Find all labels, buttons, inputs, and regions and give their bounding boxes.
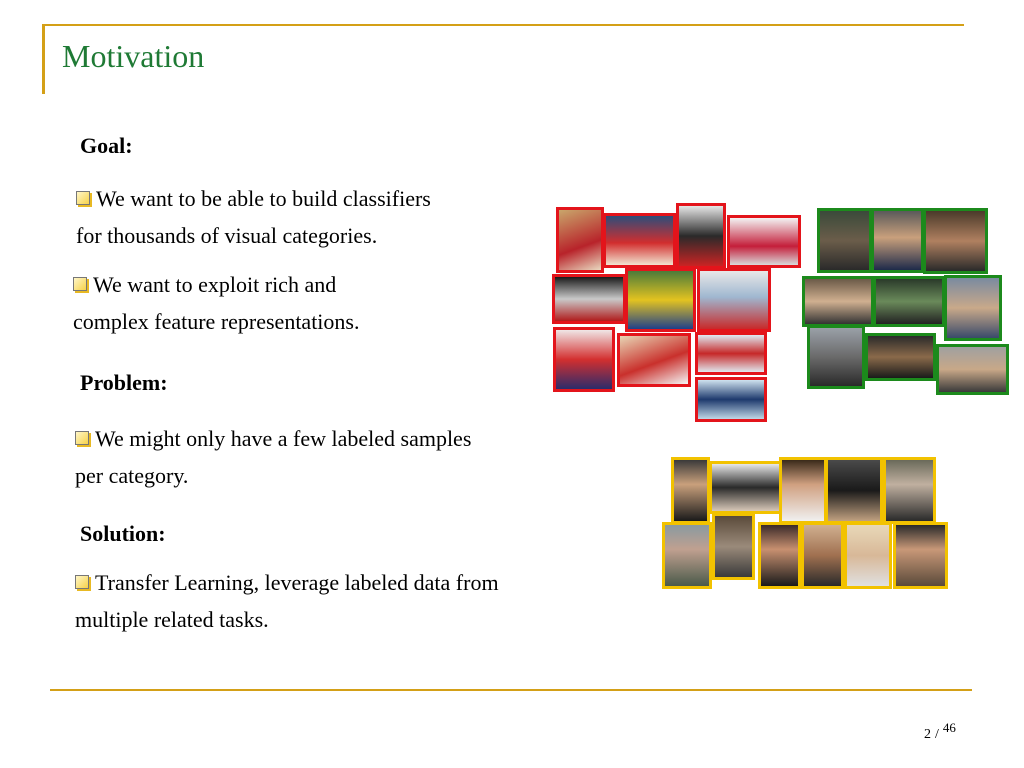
politician-photo [807,325,865,389]
sports-photo [695,332,767,375]
politician-photo [817,208,872,273]
page-total: 46 [942,720,956,735]
solution-bullet-1-line-2: multiple related tasks. [75,607,269,632]
sports-photo [556,207,604,273]
sports-photo [697,268,771,332]
celebrity-photo [709,461,782,514]
sports-photo [625,268,696,332]
problem-bullet-1 [75,420,471,494]
celebrity-photo [844,522,892,589]
celebrity-photo [662,522,712,589]
politician-photo [802,276,874,327]
problem-bullet-1-line-1: We might only have a few labeled samples [95,426,472,451]
checkbox-bullet-icon [73,277,87,291]
sports-photo [552,274,626,324]
celebrity-photo [893,522,948,589]
politician-photo [873,276,945,327]
title-side-rule [42,24,45,94]
problem-heading: Problem: [80,370,168,395]
goal-bullet-1 [76,180,431,254]
top-rule [42,24,964,26]
sports-photo [603,213,676,268]
sports-photo [676,203,726,269]
celebrity-photo [712,513,755,580]
solution-heading: Solution: [80,521,166,546]
celebrity-photo [779,457,827,524]
politician-photo [923,208,988,274]
sports-photo [727,215,801,268]
celebrity-photo [758,522,801,589]
politician-photo [865,333,936,381]
celebrity-photo [825,457,883,524]
celebrity-photo [801,522,844,589]
solution-bullet-1-line-1: Transfer Learning, leverage labeled data from [95,570,499,595]
celebrity-photo [883,457,936,524]
problem-bullet-1-line-2: per category. [75,463,189,488]
checkbox-bullet-icon [76,191,90,205]
sports-photo [553,327,615,392]
page-separator: / [935,727,939,742]
checkbox-bullet-icon [75,575,89,589]
goal-bullet-1-line-2: for thousands of visual categories. [76,223,378,248]
bottom-rule [50,689,972,691]
sports-photo [695,377,767,422]
celebrity-photo [671,457,710,524]
slide-title: Motivation [62,38,205,74]
page-current: 2 [924,727,931,742]
goal-bullet-2-line-1: We want to exploit rich and [93,272,337,297]
goal-bullet-2 [73,266,359,340]
sports-photo [617,333,691,387]
solution-bullet-1 [75,564,499,638]
politician-photo [936,344,1009,395]
page-number [924,720,956,743]
politician-photo [944,275,1002,341]
goal-bullet-1-line-1: We want to be able to build classifiers [96,186,431,211]
politician-photo [871,208,924,273]
goal-bullet-2-line-2: complex feature representations. [73,309,360,334]
goal-heading: Goal: [80,133,133,158]
checkbox-bullet-icon [75,431,89,445]
